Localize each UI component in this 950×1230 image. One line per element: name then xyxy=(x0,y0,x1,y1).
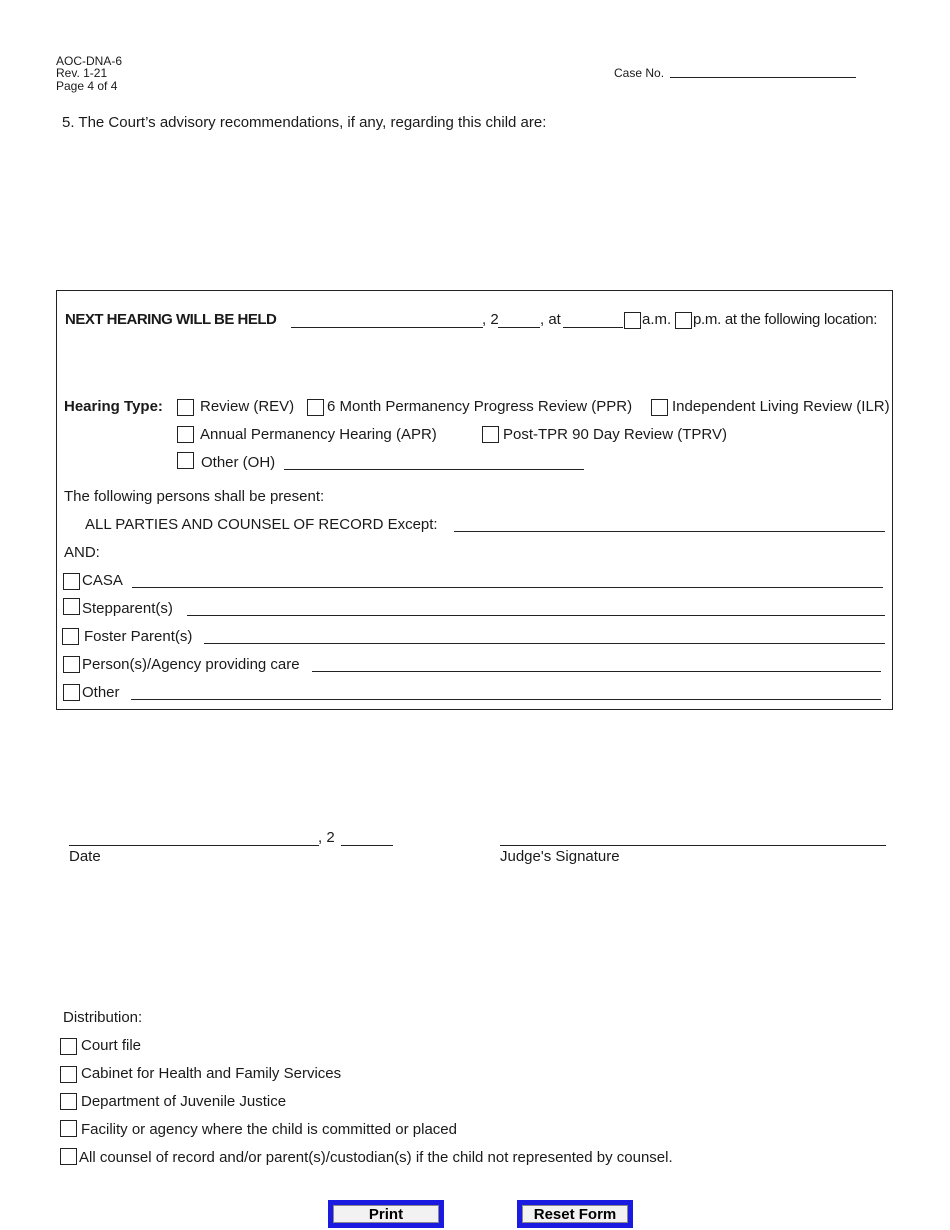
form-id: AOC-DNA-6 xyxy=(56,54,123,68)
case-no-label: Case No. xyxy=(614,66,665,80)
apr-checkbox[interactable] xyxy=(177,426,194,443)
print-button-label: Print xyxy=(333,1205,439,1223)
persons-intro: The following persons shall be present: xyxy=(64,488,325,505)
ppr-checkbox[interactable] xyxy=(307,399,324,416)
signature-year-prefix: , 2 xyxy=(318,829,335,846)
form-revision: Rev. 1-21 xyxy=(56,66,108,80)
foster-parents-field[interactable] xyxy=(204,643,885,644)
pm-checkbox[interactable] xyxy=(675,312,692,329)
foster-parents-checkbox[interactable] xyxy=(62,628,79,645)
other-person-checkbox[interactable] xyxy=(63,684,80,701)
facility-label: Facility or agency where the child is committed or placed xyxy=(81,1121,457,1138)
court-file-checkbox[interactable] xyxy=(60,1038,77,1055)
casa-checkbox[interactable] xyxy=(63,573,80,590)
page-number: Page 4 of 4 xyxy=(56,79,118,93)
all-parties-except-field[interactable] xyxy=(454,531,885,532)
other-oh-field[interactable] xyxy=(284,469,584,470)
ilr-checkbox[interactable] xyxy=(651,399,668,416)
ppr-label: 6 Month Permanency Progress Review (PPR) xyxy=(327,398,633,415)
tprv-label: Post-TPR 90 Day Review (TPRV) xyxy=(503,426,727,443)
am-checkbox[interactable] xyxy=(624,312,641,329)
review-rev-label: Review (REV) xyxy=(200,398,295,415)
cabinet-checkbox[interactable] xyxy=(60,1066,77,1083)
next-hearing-at-label: , at xyxy=(540,311,561,328)
casa-label: CASA xyxy=(82,572,123,589)
review-rev-checkbox[interactable] xyxy=(177,399,194,416)
djj-checkbox[interactable] xyxy=(60,1093,77,1110)
facility-checkbox[interactable] xyxy=(60,1120,77,1137)
tprv-checkbox[interactable] xyxy=(482,426,499,443)
next-hearing-date-field[interactable] xyxy=(291,327,483,328)
next-hearing-label: NEXT HEARING WILL BE HELD xyxy=(65,311,277,328)
casa-field[interactable] xyxy=(132,587,883,588)
reset-form-button[interactable] xyxy=(517,1200,633,1228)
am-label: a.m. xyxy=(642,311,672,328)
hearing-type-label: Hearing Type: xyxy=(64,398,163,415)
other-person-field[interactable] xyxy=(131,699,881,700)
reset-form-button-label: Reset Form xyxy=(522,1205,628,1223)
all-parties-label: ALL PARTIES AND COUNSEL OF RECORD Except: xyxy=(85,516,438,533)
section-5-text: 5. The Court’s advisory recommendations, if any, regarding this child are: xyxy=(62,114,547,131)
agency-care-field[interactable] xyxy=(312,671,881,672)
next-hearing-year-prefix: , 2 xyxy=(482,311,499,328)
ilr-label: Independent Living Review (ILR) xyxy=(672,398,890,415)
other-oh-checkbox[interactable] xyxy=(177,452,194,469)
date-field[interactable] xyxy=(69,845,319,846)
court-file-label: Court file xyxy=(81,1037,142,1054)
next-hearing-year-field[interactable] xyxy=(498,327,540,328)
judge-signature-field[interactable] xyxy=(500,845,886,846)
date-label: Date xyxy=(69,848,101,865)
pm-location-label: p.m. at the following location: xyxy=(693,311,878,328)
other-person-label: Other xyxy=(82,684,120,701)
foster-parents-label: Foster Parent(s) xyxy=(84,628,193,645)
other-oh-label: Other (OH) xyxy=(201,454,276,471)
distribution-label: Distribution: xyxy=(63,1009,143,1026)
agency-care-checkbox[interactable] xyxy=(63,656,80,673)
apr-label: Annual Permanency Hearing (APR) xyxy=(200,426,437,443)
agency-care-label: Person(s)/Agency providing care xyxy=(82,656,300,673)
case-no-field[interactable] xyxy=(670,77,856,78)
signature-year-field[interactable] xyxy=(341,845,393,846)
stepparents-label: Stepparent(s) xyxy=(82,600,173,617)
stepparents-field[interactable] xyxy=(187,615,885,616)
next-hearing-time-field[interactable] xyxy=(563,327,623,328)
stepparents-checkbox[interactable] xyxy=(63,598,80,615)
djj-label: Department of Juvenile Justice xyxy=(81,1093,287,1110)
judge-signature-label: Judge's Signature xyxy=(500,848,620,865)
cabinet-label: Cabinet for Health and Family Services xyxy=(81,1065,342,1082)
and-label: AND: xyxy=(64,544,100,561)
counsel-checkbox[interactable] xyxy=(60,1148,77,1165)
counsel-label: All counsel of record and/or parent(s)/custodian(s) if the child not represented by counsel. xyxy=(79,1149,673,1166)
print-button[interactable] xyxy=(328,1200,444,1228)
